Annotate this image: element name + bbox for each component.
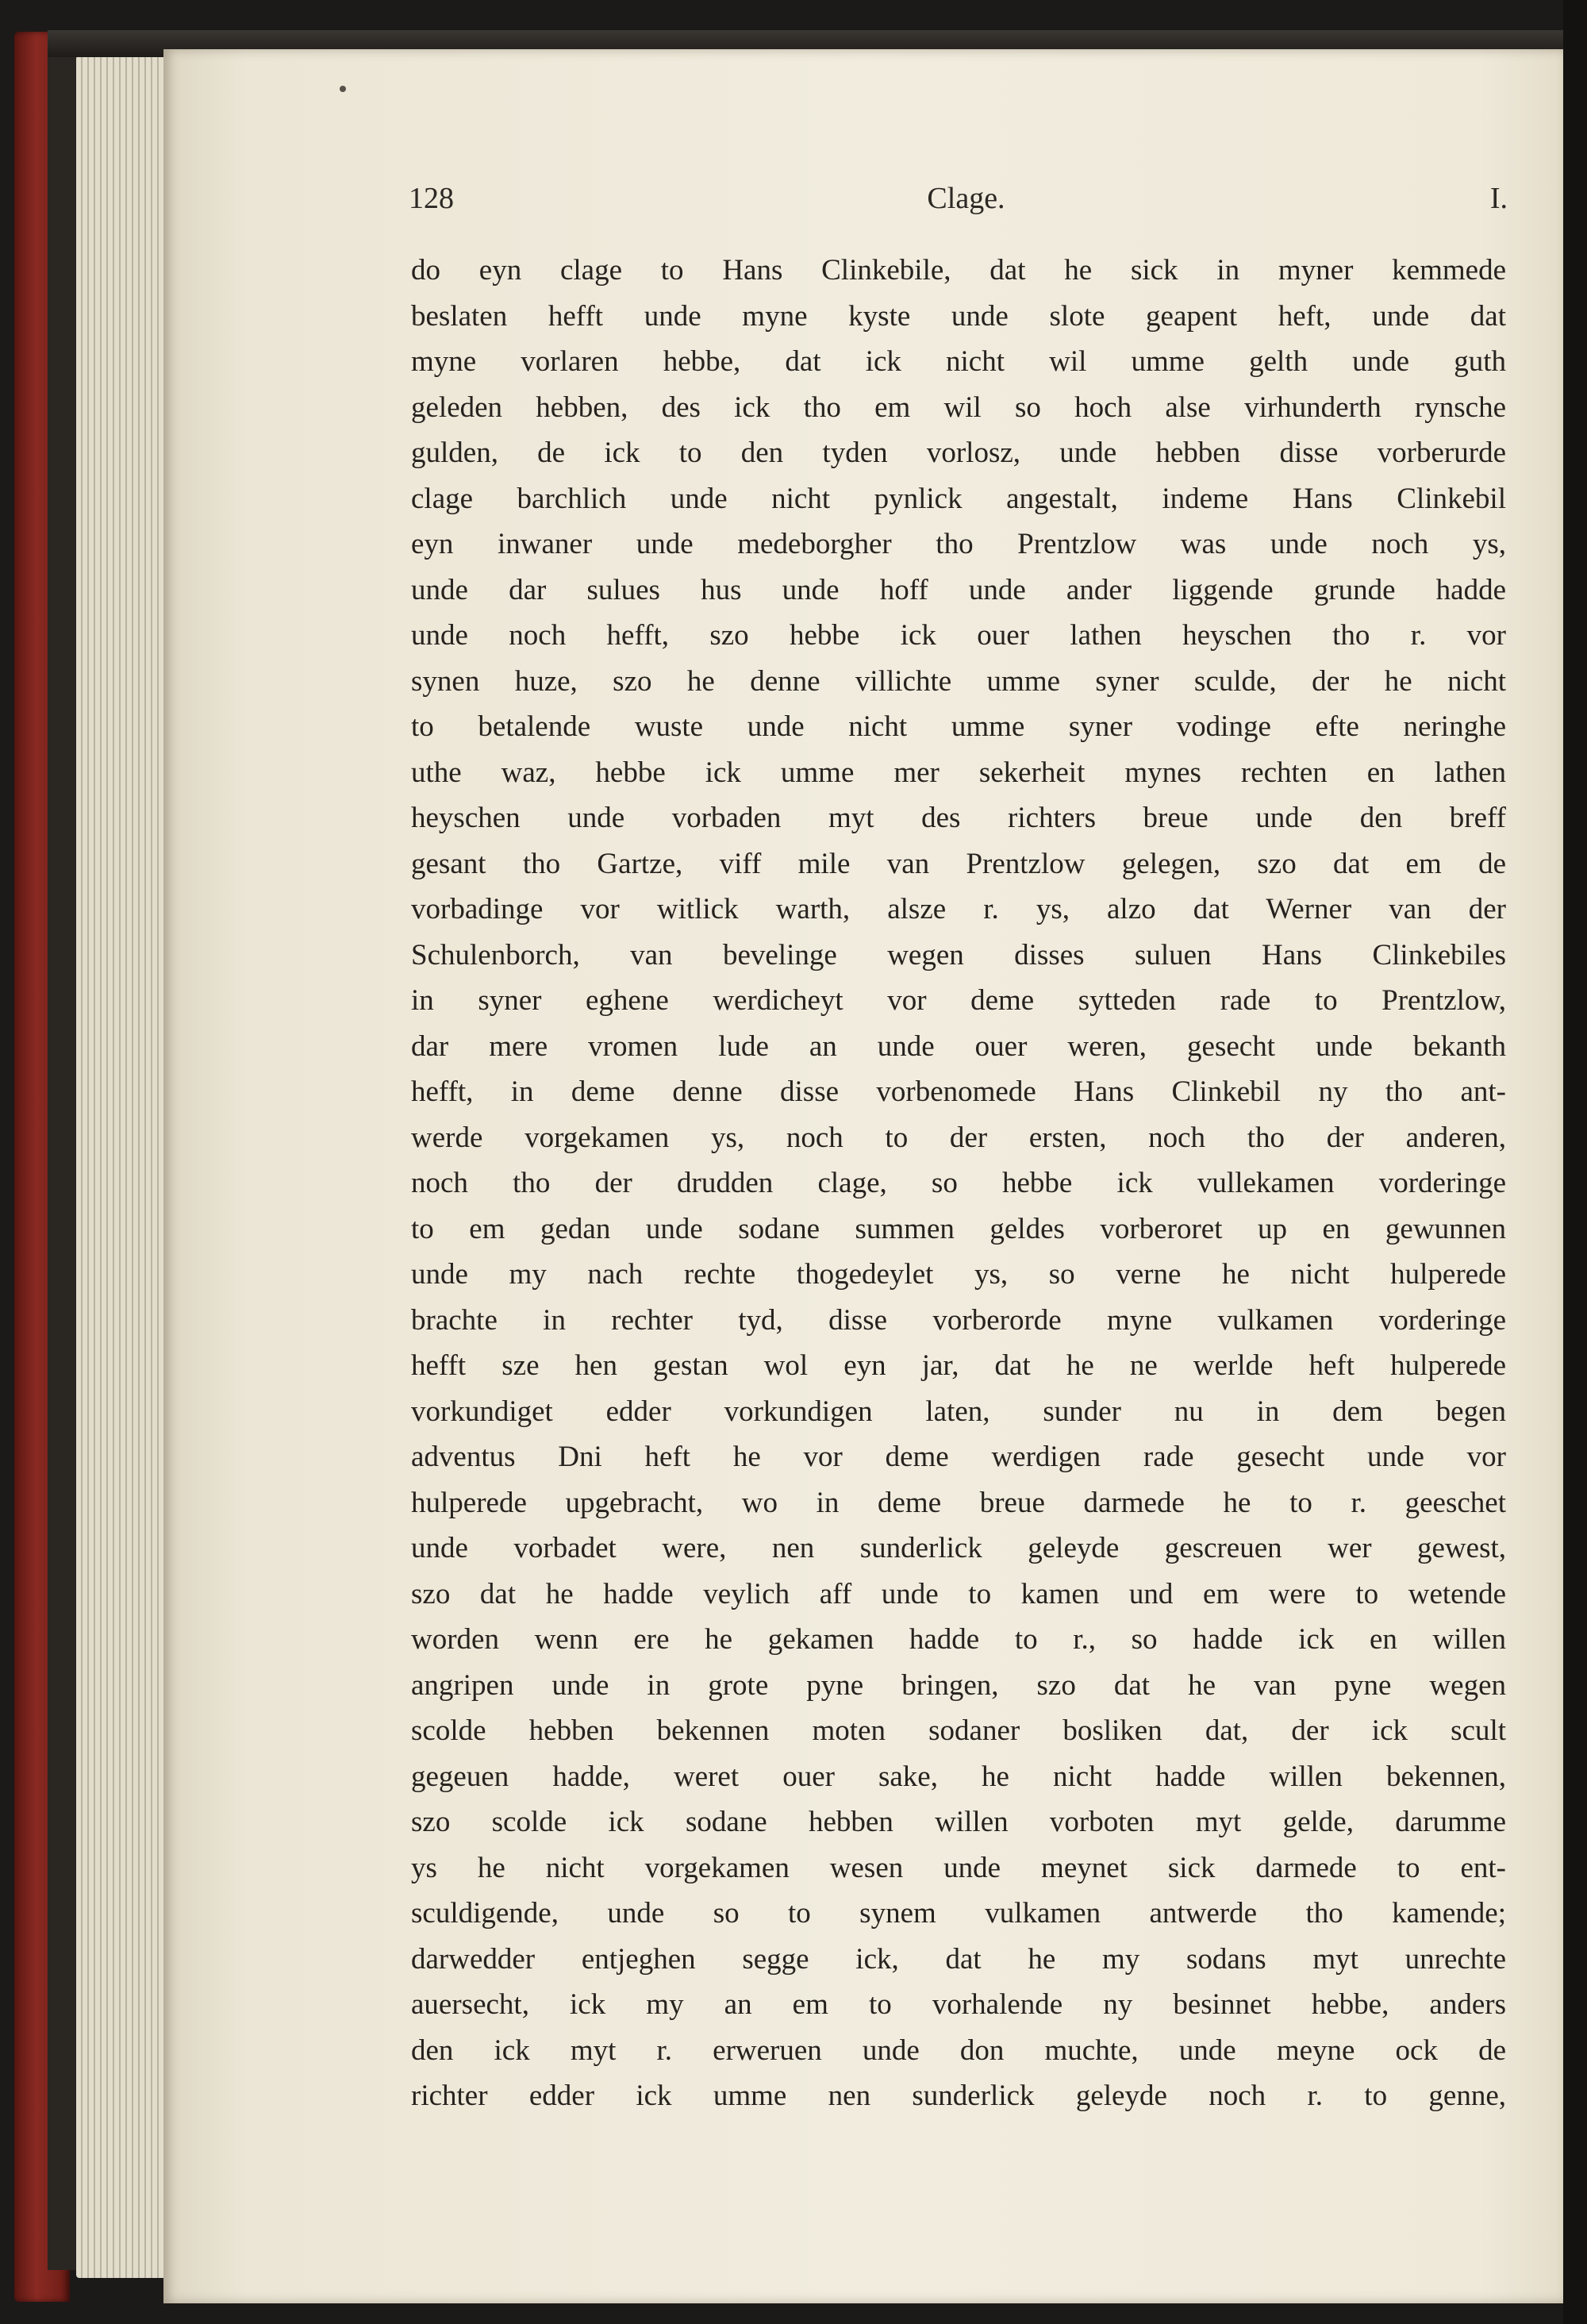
text-line: szo scolde ick sodane hebben willen vorboten myt gelde, darumme [411,1806,1506,1838]
text-line: darwedder entjeghen segge ick, dat he my sodans myt unrechte [411,1942,1506,1976]
text-line: hulperede upgebracht, wo in deme breue darmede he to r. geeschet [411,1486,1506,1519]
text-line: eyn inwaner unde medeborgher tho Prentzlow was unde noch ys, [411,528,1506,560]
text-line: in syner eghene werdicheyt vor deme sytteden rade to Prentzlow, [411,984,1506,1017]
text-line: angripen unde in grote pyne bringen, szo dat he van pyne wegen [411,1668,1506,1702]
text-line: worden wenn ere he gekamen hadde to r., so hadde ick en willen [411,1623,1506,1656]
text-line: ys he nicht vorgekamen wesen unde meynet sick darmede to ent- [411,1851,1506,1884]
text-line: werde vorgekamen ys, noch to der ersten, noch tho der anderen, [411,1121,1506,1154]
text-line: myne vorlaren hebbe, dat ick nicht wil umme gelth unde guth [411,345,1506,378]
text-line: gegeuen hadde, weret ouer sake, he nicht hadde willen bekennen, [411,1760,1506,1793]
text-line: adventus Dni heft he vor deme werdigen rade gesecht unde vor [411,1441,1506,1473]
text-line: beslaten hefft unde myne kyste unde slote geapent heft, unde dat [411,299,1506,333]
right-cover-edge [1563,0,1587,2324]
running-title: Clage. [927,182,1005,215]
text-line: unde dar sulues hus unde hoff unde ander liggende grunde hadde [411,573,1506,606]
speck-mark [340,86,346,92]
text-line: gesant tho Gartze, viff mile van Prentzlow gelegen, szo dat em de [411,847,1506,880]
text-line: brachte in rechter tyd, disse vorberorde myne vulkamen vorderinge [411,1303,1506,1337]
text-line: do eyn clage to Hans Clinkebile, dat he sick in myner kemmede [411,254,1506,287]
text-line: synen huze, szo he denne villichte umme syner sculde, der he nicht [411,664,1506,698]
text-line: vorbadinge vor witlick warth, alsze r. ys, alzo dat Werner van der [411,893,1506,925]
text-line: auersecht, ick my an em to vorhalende ny besinnet hebbe, anders [411,1988,1506,2021]
text-line: heyschen unde vorbaden myt des richters breue unde den breff [411,802,1506,834]
text-line: sculdigende, unde so to synem vulkamen antwerde tho kamende; [411,1897,1506,1930]
text-line: to betalende wuste unde nicht umme syner vodinge efte neringhe [411,710,1506,743]
page-number: 128 [409,182,454,215]
text-line: to em gedan unde sodane summen geldes vorberoret up en gewunnen [411,1212,1506,1245]
text-line: clage barchlich unde nicht pynlick angestalt, indeme Hans Clinkebil [411,482,1506,515]
text-line: szo dat he hadde veylich aff unde to kamen und em were to wetende [411,1577,1506,1610]
text-line: Schulenborch, van bevelinge wegen disses suluen Hans Clinkebiles [411,938,1506,972]
text-line: vorkundiget edder vorkundigen laten, sunder nu in dem begen [411,1395,1506,1428]
running-header [250,181,1508,229]
body-text [411,248,1506,2119]
text-line: unde vorbadet were, nen sunderlick geleyde gescreuen wer gewest, [411,1532,1506,1564]
section-number: I. [1489,182,1508,215]
text-line: unde noch hefft, szo hebbe ick ouer lathen heyschen tho r. vor [411,619,1506,652]
text-line: den ick myt r. erweruen unde don muchte, unde meyne ock de [411,2034,1506,2067]
text-line: dar mere vromen lude an unde ouer weren, gesecht unde bekanth [411,1029,1506,1063]
text-line: scolde hebben bekennen moten sodaner bosliken dat, der ick scult [411,1714,1506,1747]
book-spine-shadow [48,48,79,2270]
text-line: unde my nach rechte thogedeylet ys, so verne he nicht hulperede [411,1258,1506,1291]
text-line: hefft sze hen gestan wol eyn jar, dat he ne werlde heft hulperede [411,1349,1506,1382]
text-line: geleden hebben, des ick tho em wil so hoch alse virhunderth rynsche [411,391,1506,424]
text-line: gulden, de ick to den tyden vorlosz, unde hebben disse vorberurde [411,437,1506,469]
text-line: hefft, in deme denne disse vorbenomede Hans Clinkebil ny tho ant- [411,1075,1506,1108]
text-line: richter edder ick umme nen sunderlick geleyde noch r. to genne, [411,2080,1506,2112]
text-line: noch tho der drudden clage, so hebbe ick vullekamen vorderinge [411,1167,1506,1199]
text-line: uthe waz, hebbe ick umme mer sekerheit mynes rechten en lathen [411,756,1506,789]
